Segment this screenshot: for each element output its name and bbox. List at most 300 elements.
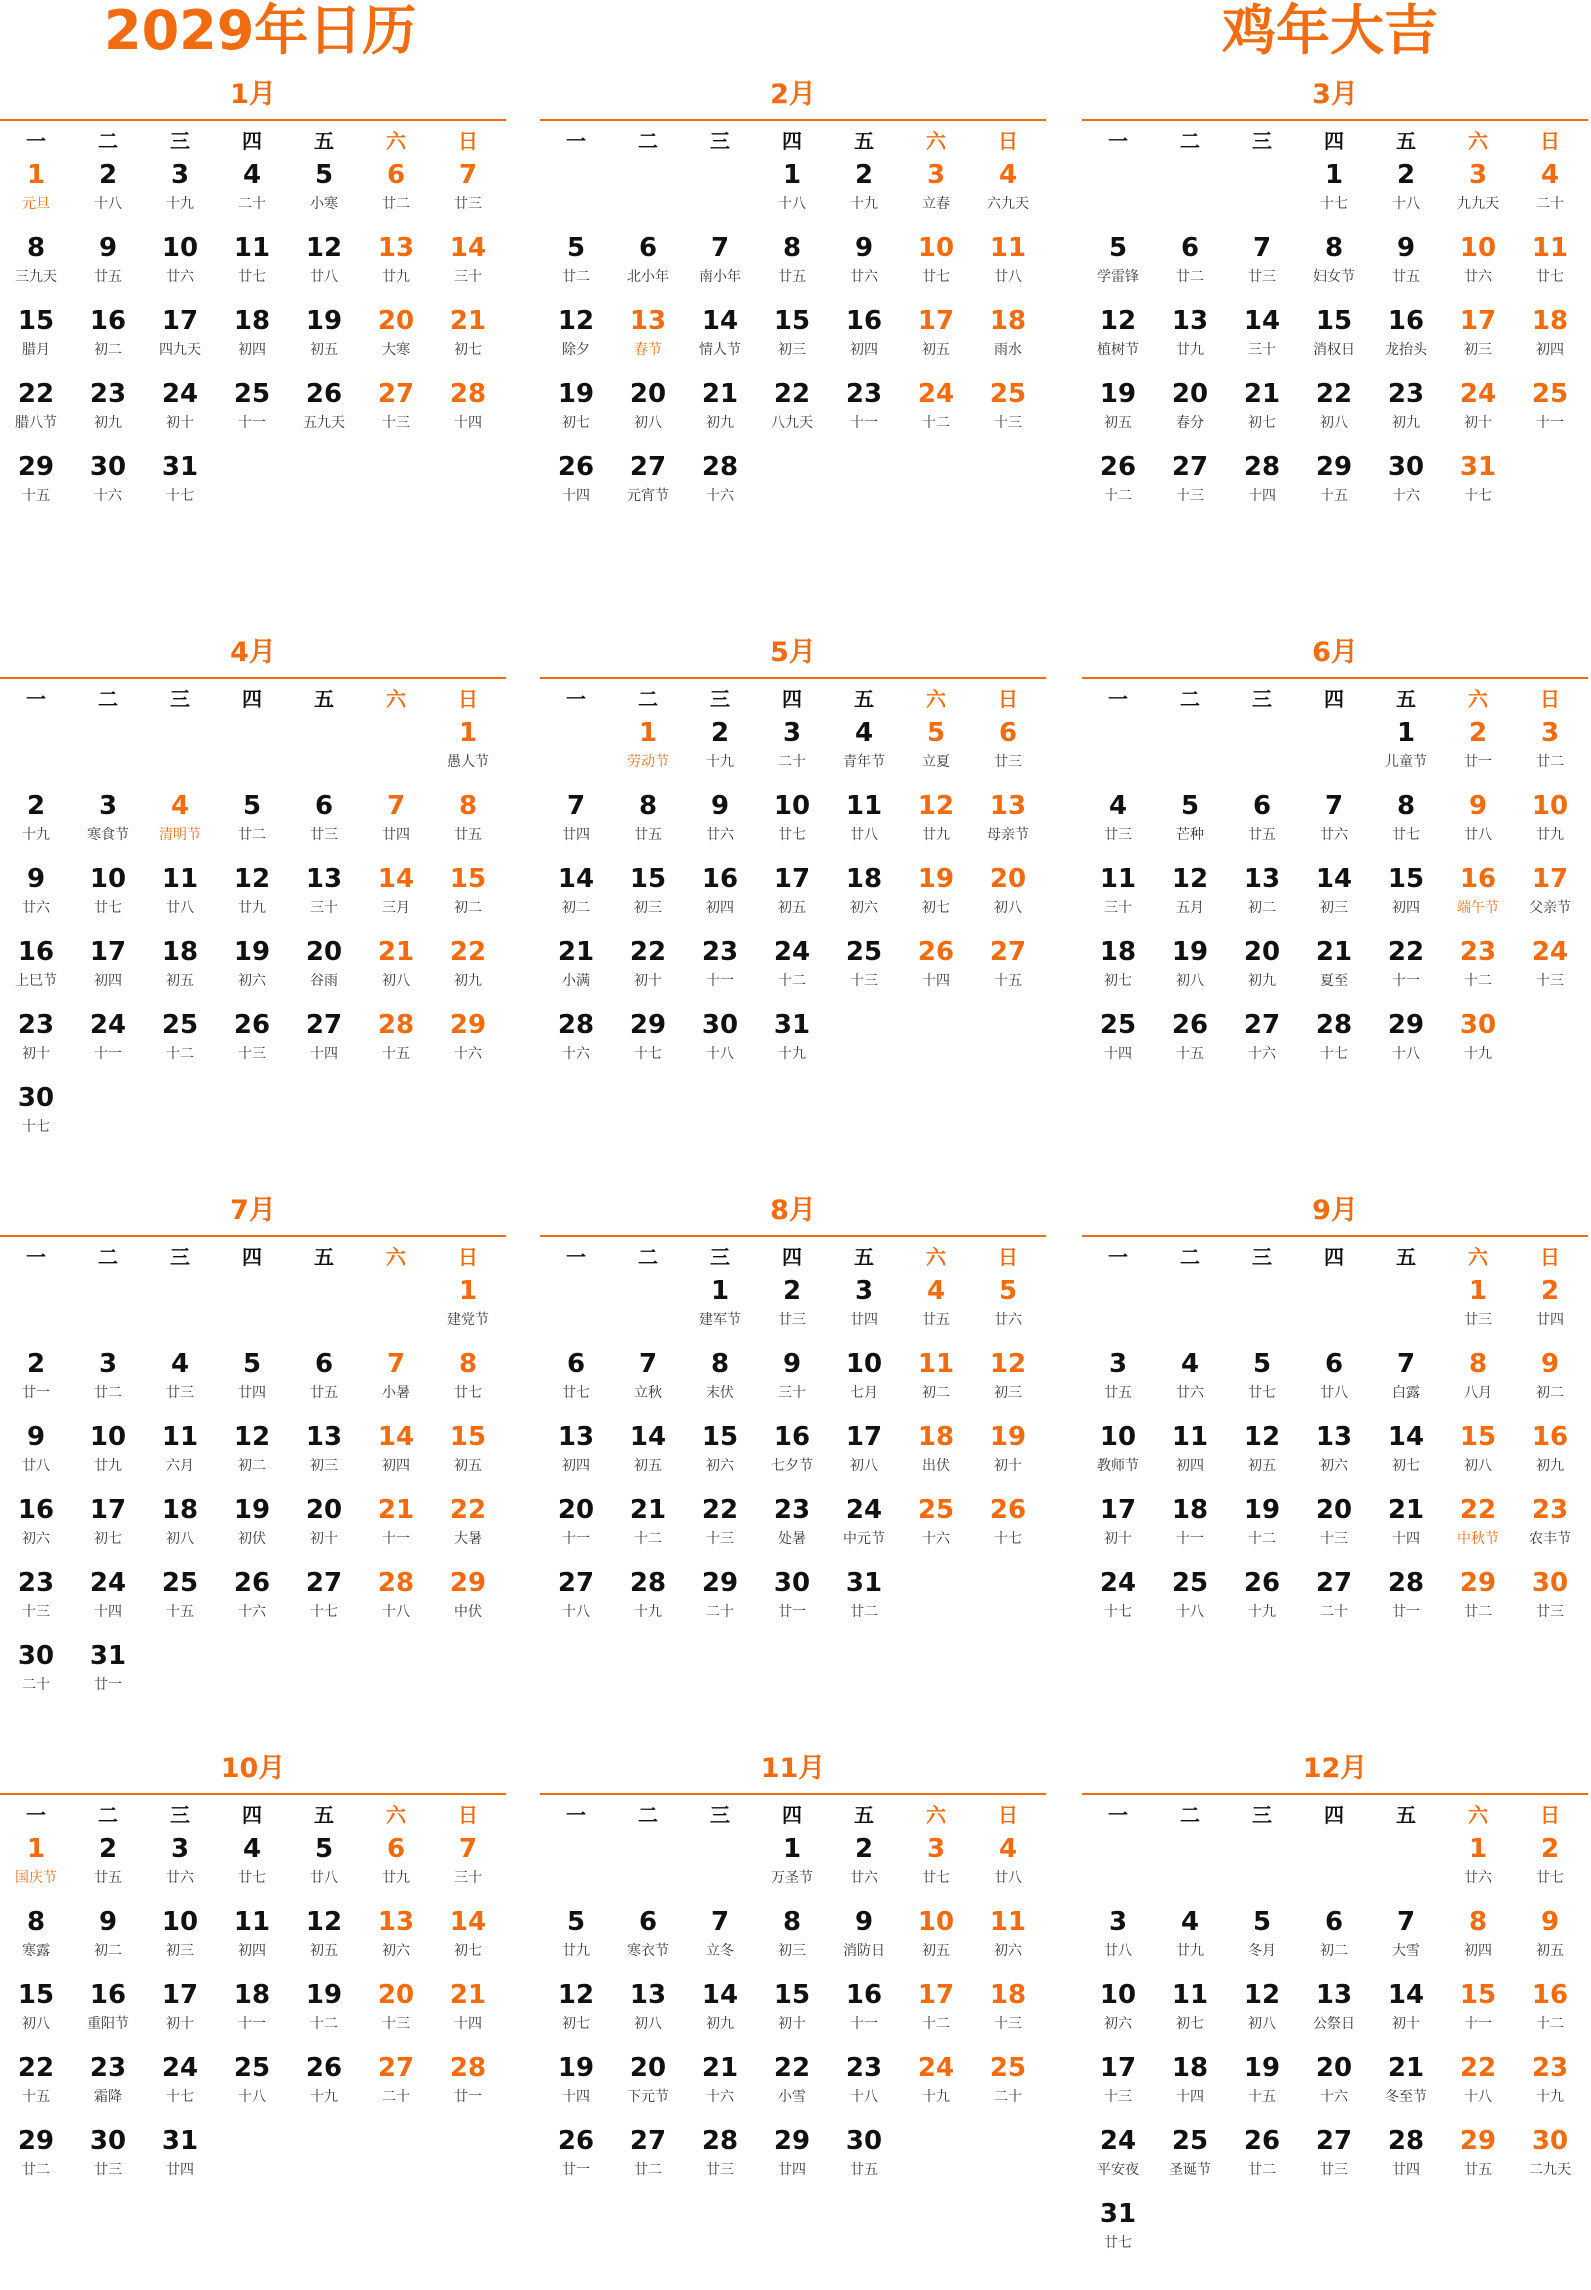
day-cell[interactable] [288,862,360,935]
day-cell[interactable] [216,158,288,231]
day-cell[interactable] [1298,862,1370,935]
day-cell[interactable] [972,377,1044,450]
day-cell[interactable] [828,716,900,789]
day-cell[interactable] [1298,2124,1370,2197]
day-cell[interactable] [828,158,900,231]
day-cell[interactable] [684,2051,756,2124]
day-cell[interactable] [684,1347,756,1420]
day-cell[interactable] [72,231,144,304]
day-cell[interactable] [1298,1347,1370,1420]
day-cell[interactable] [1442,1008,1514,1081]
day-cell[interactable] [1370,377,1442,450]
day-cell[interactable] [216,1347,288,1420]
day-cell[interactable] [1442,1832,1514,1905]
day-cell[interactable] [972,789,1044,862]
day-cell[interactable] [612,935,684,1008]
day-cell[interactable] [828,231,900,304]
day-cell[interactable] [900,1347,972,1420]
day-cell[interactable] [432,1008,504,1081]
day-cell[interactable] [756,789,828,862]
day-cell[interactable] [828,1566,900,1639]
day-cell[interactable] [1082,2124,1154,2197]
day-cell[interactable] [900,1274,972,1347]
day-cell[interactable] [1514,2124,1586,2197]
day-cell[interactable] [684,789,756,862]
day-cell[interactable] [72,1493,144,1566]
day-cell[interactable] [360,1008,432,1081]
day-cell[interactable] [1226,450,1298,523]
day-cell[interactable] [0,2051,72,2124]
day-cell[interactable] [612,1493,684,1566]
day-cell[interactable] [1514,377,1586,450]
day-cell[interactable] [900,304,972,377]
day-cell[interactable] [360,2051,432,2124]
day-cell[interactable] [756,1274,828,1347]
day-cell[interactable] [1082,2197,1154,2270]
day-cell[interactable] [144,231,216,304]
day-cell[interactable] [756,935,828,1008]
day-cell[interactable] [1370,716,1442,789]
day-cell[interactable] [540,1008,612,1081]
day-cell[interactable] [0,450,72,523]
day-cell[interactable] [684,2124,756,2197]
day-cell[interactable] [540,1566,612,1639]
day-cell[interactable] [1154,1493,1226,1566]
day-cell[interactable] [72,862,144,935]
day-cell[interactable] [72,789,144,862]
day-cell[interactable] [1298,1978,1370,2051]
day-cell[interactable] [756,1566,828,1639]
day-cell[interactable] [684,935,756,1008]
day-cell[interactable] [1298,1493,1370,1566]
day-cell[interactable] [1154,450,1226,523]
day-cell[interactable] [900,1832,972,1905]
day-cell[interactable] [432,716,504,789]
day-cell[interactable] [0,1905,72,1978]
day-cell[interactable] [1298,1566,1370,1639]
day-cell[interactable] [540,1978,612,2051]
day-cell[interactable] [360,231,432,304]
day-cell[interactable] [0,1566,72,1639]
day-cell[interactable] [540,862,612,935]
day-cell[interactable] [900,158,972,231]
day-cell[interactable] [756,716,828,789]
day-cell[interactable] [1298,2051,1370,2124]
day-cell[interactable] [72,2124,144,2197]
day-cell[interactable] [1514,1832,1586,1905]
day-cell[interactable] [216,377,288,450]
day-cell[interactable] [1514,231,1586,304]
day-cell[interactable] [1514,1274,1586,1347]
day-cell[interactable] [1226,935,1298,1008]
day-cell[interactable] [288,789,360,862]
day-cell[interactable] [684,1905,756,1978]
day-cell[interactable] [1442,935,1514,1008]
day-cell[interactable] [1370,2051,1442,2124]
day-cell[interactable] [432,789,504,862]
day-cell[interactable] [1226,304,1298,377]
day-cell[interactable] [828,1347,900,1420]
day-cell[interactable] [144,158,216,231]
day-cell[interactable] [1514,304,1586,377]
day-cell[interactable] [1370,304,1442,377]
day-cell[interactable] [1442,231,1514,304]
day-cell[interactable] [612,304,684,377]
day-cell[interactable] [684,1493,756,1566]
day-cell[interactable] [72,1905,144,1978]
day-cell[interactable] [72,1566,144,1639]
day-cell[interactable] [1082,2051,1154,2124]
day-cell[interactable] [288,1566,360,1639]
day-cell[interactable] [288,158,360,231]
day-cell[interactable] [612,1905,684,1978]
day-cell[interactable] [360,862,432,935]
day-cell[interactable] [0,1493,72,1566]
day-cell[interactable] [1370,1905,1442,1978]
day-cell[interactable] [972,935,1044,1008]
day-cell[interactable] [72,2051,144,2124]
day-cell[interactable] [216,231,288,304]
day-cell[interactable] [1442,158,1514,231]
day-cell[interactable] [144,377,216,450]
day-cell[interactable] [432,862,504,935]
day-cell[interactable] [972,1978,1044,2051]
day-cell[interactable] [684,377,756,450]
day-cell[interactable] [540,231,612,304]
day-cell[interactable] [1370,1008,1442,1081]
day-cell[interactable] [1226,1978,1298,2051]
day-cell[interactable] [1442,2124,1514,2197]
day-cell[interactable] [1442,1978,1514,2051]
day-cell[interactable] [684,862,756,935]
day-cell[interactable] [1226,789,1298,862]
day-cell[interactable] [1082,450,1154,523]
day-cell[interactable] [900,1493,972,1566]
day-cell[interactable] [288,304,360,377]
day-cell[interactable] [972,1493,1044,1566]
day-cell[interactable] [1226,1566,1298,1639]
day-cell[interactable] [216,789,288,862]
day-cell[interactable] [972,716,1044,789]
day-cell[interactable] [1226,1347,1298,1420]
day-cell[interactable] [828,862,900,935]
day-cell[interactable] [1154,377,1226,450]
day-cell[interactable] [144,1978,216,2051]
day-cell[interactable] [1370,935,1442,1008]
day-cell[interactable] [1154,2051,1226,2124]
day-cell[interactable] [1514,1978,1586,2051]
day-cell[interactable] [432,1905,504,1978]
day-cell[interactable] [1442,1566,1514,1639]
day-cell[interactable] [1082,789,1154,862]
day-cell[interactable] [1082,1347,1154,1420]
day-cell[interactable] [1082,935,1154,1008]
day-cell[interactable] [1514,1420,1586,1493]
day-cell[interactable] [756,231,828,304]
day-cell[interactable] [288,1008,360,1081]
day-cell[interactable] [1082,304,1154,377]
day-cell[interactable] [828,1832,900,1905]
day-cell[interactable] [828,789,900,862]
day-cell[interactable] [756,2124,828,2197]
day-cell[interactable] [1514,935,1586,1008]
day-cell[interactable] [360,935,432,1008]
day-cell[interactable] [540,789,612,862]
day-cell[interactable] [72,158,144,231]
day-cell[interactable] [144,304,216,377]
day-cell[interactable] [756,1978,828,2051]
day-cell[interactable] [1226,1905,1298,1978]
day-cell[interactable] [360,158,432,231]
day-cell[interactable] [432,231,504,304]
day-cell[interactable] [288,1832,360,1905]
day-cell[interactable] [1442,862,1514,935]
day-cell[interactable] [684,231,756,304]
day-cell[interactable] [1370,231,1442,304]
day-cell[interactable] [288,1420,360,1493]
day-cell[interactable] [684,450,756,523]
day-cell[interactable] [540,1493,612,1566]
day-cell[interactable] [0,935,72,1008]
day-cell[interactable] [540,450,612,523]
day-cell[interactable] [1442,716,1514,789]
day-cell[interactable] [756,377,828,450]
day-cell[interactable] [72,1832,144,1905]
day-cell[interactable] [360,1347,432,1420]
day-cell[interactable] [684,1420,756,1493]
day-cell[interactable] [1442,1905,1514,1978]
day-cell[interactable] [432,1274,504,1347]
day-cell[interactable] [1154,1347,1226,1420]
day-cell[interactable] [1082,377,1154,450]
day-cell[interactable] [612,377,684,450]
day-cell[interactable] [1226,377,1298,450]
day-cell[interactable] [1370,2124,1442,2197]
day-cell[interactable] [756,1905,828,1978]
day-cell[interactable] [72,1347,144,1420]
day-cell[interactable] [288,1905,360,1978]
day-cell[interactable] [1370,1347,1442,1420]
day-cell[interactable] [828,2051,900,2124]
day-cell[interactable] [1154,1978,1226,2051]
day-cell[interactable] [972,1832,1044,1905]
day-cell[interactable] [360,789,432,862]
day-cell[interactable] [1514,1566,1586,1639]
day-cell[interactable] [0,2124,72,2197]
day-cell[interactable] [1514,789,1586,862]
day-cell[interactable] [144,935,216,1008]
day-cell[interactable] [1298,789,1370,862]
day-cell[interactable] [756,1008,828,1081]
day-cell[interactable] [972,1905,1044,1978]
day-cell[interactable] [1514,716,1586,789]
day-cell[interactable] [828,304,900,377]
day-cell[interactable] [1298,935,1370,1008]
day-cell[interactable] [432,304,504,377]
day-cell[interactable] [756,1420,828,1493]
day-cell[interactable] [1514,862,1586,935]
day-cell[interactable] [72,304,144,377]
day-cell[interactable] [1082,1420,1154,1493]
day-cell[interactable] [1298,450,1370,523]
day-cell[interactable] [432,377,504,450]
day-cell[interactable] [72,377,144,450]
day-cell[interactable] [612,2051,684,2124]
day-cell[interactable] [1226,862,1298,935]
day-cell[interactable] [1082,1008,1154,1081]
day-cell[interactable] [432,158,504,231]
day-cell[interactable] [684,1274,756,1347]
day-cell[interactable] [612,231,684,304]
day-cell[interactable] [1442,304,1514,377]
day-cell[interactable] [1226,1493,1298,1566]
day-cell[interactable] [288,1978,360,2051]
day-cell[interactable] [0,1832,72,1905]
day-cell[interactable] [1226,2124,1298,2197]
day-cell[interactable] [216,1008,288,1081]
day-cell[interactable] [360,1978,432,2051]
day-cell[interactable] [72,1639,144,1712]
day-cell[interactable] [612,1347,684,1420]
day-cell[interactable] [432,935,504,1008]
day-cell[interactable] [540,1905,612,1978]
day-cell[interactable] [1370,1493,1442,1566]
day-cell[interactable] [144,862,216,935]
day-cell[interactable] [1154,231,1226,304]
day-cell[interactable] [1298,377,1370,450]
day-cell[interactable] [756,158,828,231]
day-cell[interactable] [72,1420,144,1493]
day-cell[interactable] [900,2051,972,2124]
day-cell[interactable] [972,1274,1044,1347]
day-cell[interactable] [432,1493,504,1566]
day-cell[interactable] [828,1420,900,1493]
day-cell[interactable] [1514,1347,1586,1420]
day-cell[interactable] [1082,1493,1154,1566]
day-cell[interactable] [540,1420,612,1493]
day-cell[interactable] [216,1420,288,1493]
day-cell[interactable] [144,2051,216,2124]
day-cell[interactable] [756,1347,828,1420]
day-cell[interactable] [360,1832,432,1905]
day-cell[interactable] [972,1420,1044,1493]
day-cell[interactable] [288,1347,360,1420]
day-cell[interactable] [900,1978,972,2051]
day-cell[interactable] [612,1008,684,1081]
day-cell[interactable] [72,1978,144,2051]
day-cell[interactable] [144,450,216,523]
day-cell[interactable] [360,1420,432,1493]
day-cell[interactable] [1154,304,1226,377]
day-cell[interactable] [900,1420,972,1493]
day-cell[interactable] [288,231,360,304]
day-cell[interactable] [1442,1420,1514,1493]
day-cell[interactable] [756,862,828,935]
day-cell[interactable] [432,1420,504,1493]
day-cell[interactable] [828,1905,900,1978]
day-cell[interactable] [1370,1566,1442,1639]
day-cell[interactable] [432,1347,504,1420]
day-cell[interactable] [540,304,612,377]
day-cell[interactable] [1154,1008,1226,1081]
day-cell[interactable] [1154,935,1226,1008]
day-cell[interactable] [612,1420,684,1493]
day-cell[interactable] [828,1978,900,2051]
day-cell[interactable] [900,377,972,450]
day-cell[interactable] [612,789,684,862]
day-cell[interactable] [216,1832,288,1905]
day-cell[interactable] [828,1274,900,1347]
day-cell[interactable] [1226,2051,1298,2124]
day-cell[interactable] [684,1566,756,1639]
day-cell[interactable] [612,1566,684,1639]
day-cell[interactable] [0,1978,72,2051]
day-cell[interactable] [612,1978,684,2051]
day-cell[interactable] [0,1081,72,1154]
day-cell[interactable] [144,1347,216,1420]
day-cell[interactable] [360,1905,432,1978]
day-cell[interactable] [216,862,288,935]
day-cell[interactable] [0,1639,72,1712]
day-cell[interactable] [288,935,360,1008]
day-cell[interactable] [1226,1420,1298,1493]
day-cell[interactable] [1298,1420,1370,1493]
day-cell[interactable] [1442,377,1514,450]
day-cell[interactable] [1370,158,1442,231]
day-cell[interactable] [684,1008,756,1081]
day-cell[interactable] [1442,2051,1514,2124]
day-cell[interactable] [972,862,1044,935]
day-cell[interactable] [540,2124,612,2197]
day-cell[interactable] [0,862,72,935]
day-cell[interactable] [1514,1905,1586,1978]
day-cell[interactable] [72,1008,144,1081]
day-cell[interactable] [612,862,684,935]
day-cell[interactable] [360,1566,432,1639]
day-cell[interactable] [756,304,828,377]
day-cell[interactable] [1442,1347,1514,1420]
day-cell[interactable] [288,377,360,450]
day-cell[interactable] [900,789,972,862]
day-cell[interactable] [756,1832,828,1905]
day-cell[interactable] [828,935,900,1008]
day-cell[interactable] [1154,2124,1226,2197]
day-cell[interactable] [900,935,972,1008]
day-cell[interactable] [1082,1566,1154,1639]
day-cell[interactable] [432,1566,504,1639]
day-cell[interactable] [1298,158,1370,231]
day-cell[interactable] [1370,1420,1442,1493]
day-cell[interactable] [144,1008,216,1081]
day-cell[interactable] [1154,1566,1226,1639]
day-cell[interactable] [900,716,972,789]
day-cell[interactable] [144,1566,216,1639]
day-cell[interactable] [1514,1493,1586,1566]
day-cell[interactable] [216,1905,288,1978]
day-cell[interactable] [1298,1905,1370,1978]
day-cell[interactable] [972,1347,1044,1420]
day-cell[interactable] [1154,862,1226,935]
day-cell[interactable] [0,789,72,862]
day-cell[interactable] [432,2051,504,2124]
day-cell[interactable] [0,231,72,304]
day-cell[interactable] [1514,2051,1586,2124]
day-cell[interactable] [1370,862,1442,935]
day-cell[interactable] [1154,789,1226,862]
day-cell[interactable] [144,2124,216,2197]
day-cell[interactable] [1442,1493,1514,1566]
day-cell[interactable] [216,1978,288,2051]
